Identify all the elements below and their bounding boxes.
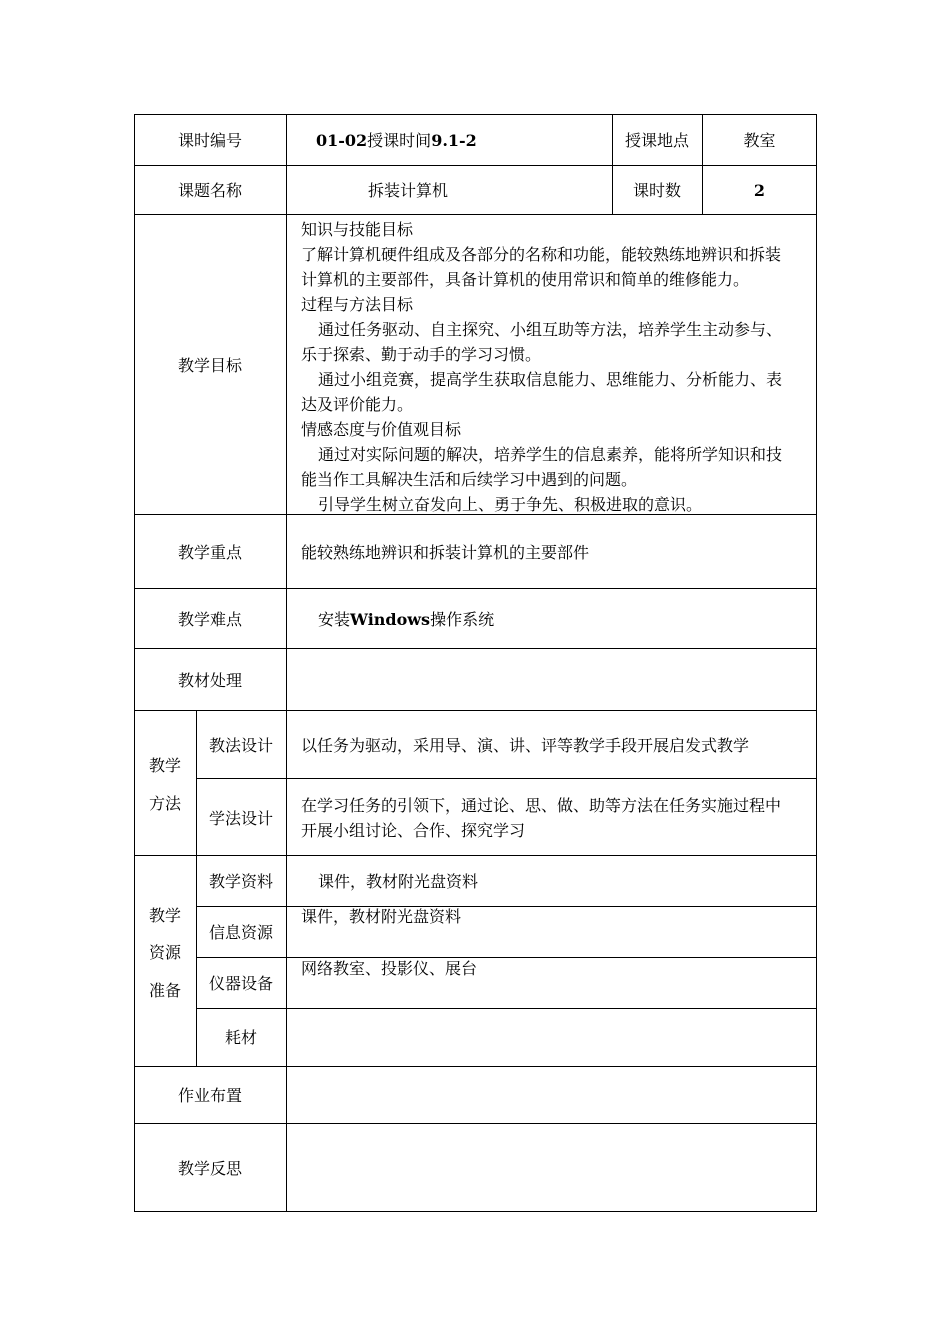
- resources-label-line2: 资源: [148, 943, 181, 962]
- teaching-time-label: 授课时间: [367, 131, 432, 150]
- methods-label-line1: 教学: [148, 756, 181, 775]
- topic-name-value: 拆装计算机: [368, 181, 449, 200]
- difficulties-label: 教学难点: [177, 610, 242, 629]
- teaching-materials-label: 教学资料: [208, 872, 273, 891]
- row-divider: [134, 214, 817, 215]
- row-divider: [196, 1008, 817, 1009]
- difficulties-os-name: Windows: [350, 610, 431, 629]
- row-divider: [134, 710, 817, 711]
- objective-text: 通过对实际问题的解决，培养学生的信息素养，能将所学知识和技: [318, 445, 783, 464]
- row-divider: [134, 1123, 817, 1124]
- key-points-value: 能较熟练地辨识和拆装计算机的主要部件: [301, 543, 590, 562]
- teaching-method-label: 教法设计: [208, 736, 273, 755]
- teaching-place-value: 教室: [743, 131, 776, 150]
- row-divider: [134, 855, 817, 856]
- objective-text: 乐于探索、勤于动手的学习习惯。: [301, 345, 542, 364]
- learning-method-value: 开展小组讨论、合作、探究学习: [301, 821, 526, 840]
- lesson-number-label: 课时编号: [177, 131, 242, 150]
- objective-text: 达及评价能力。: [301, 395, 414, 414]
- teaching-time-value: 9.1-2: [431, 131, 477, 150]
- lesson-number-and-time: [316, 128, 477, 153]
- objective-text: 了解计算机硬件组成及各部分的名称和功能，能较熟练地辨识和拆装: [301, 245, 782, 264]
- homework-label: 作业布置: [177, 1086, 242, 1105]
- class-hours-label: 课时数: [632, 181, 681, 200]
- row-divider: [134, 1066, 817, 1067]
- row-divider: [196, 957, 817, 958]
- class-hours-value: 2: [753, 181, 766, 200]
- lesson-number-value: 01-02: [316, 131, 368, 150]
- row-divider: [134, 648, 817, 649]
- equipment-label: 仪器设备: [208, 974, 273, 993]
- objective-text: 通过小组竞赛，提高学生获取信息能力、思维能力、分析能力、表: [318, 370, 783, 389]
- row-divider: [134, 588, 817, 589]
- column-divider: [286, 114, 287, 1212]
- resources-label-line1: 教学: [148, 906, 181, 925]
- equipment-value: 网络教室、投影仪、展台: [301, 959, 478, 978]
- methods-label-line2: 方法: [148, 794, 181, 813]
- objective-heading-attitude: 情感态度与价值观目标: [301, 420, 462, 439]
- objectives-label: 教学目标: [177, 356, 242, 375]
- teaching-materials-value: 课件，教材附光盘资料: [318, 872, 479, 891]
- learning-method-value: 在学习任务的引领下，通过论、思、做、助等方法在任务实施过程中: [301, 796, 782, 815]
- reflection-label: 教学反思: [177, 1159, 242, 1178]
- row-divider: [134, 165, 817, 166]
- materials-handling-label: 教材处理: [177, 671, 242, 690]
- row-divider: [134, 514, 817, 515]
- key-points-label: 教学重点: [177, 543, 242, 562]
- difficulties-value: [318, 607, 494, 632]
- objective-heading-process: 过程与方法目标: [301, 295, 414, 314]
- objective-text: 计算机的主要部件，具备计算机的使用常识和简单的维修能力。: [301, 270, 750, 289]
- teaching-place-label: 授课地点: [624, 131, 689, 150]
- difficulties-text: 操作系统: [430, 610, 495, 629]
- row-divider: [196, 906, 817, 907]
- objective-text: 通过任务驱动、自主探究、小组互助等方法，培养学生主动参与、: [318, 320, 783, 339]
- difficulties-text: 安装: [318, 610, 351, 629]
- row-divider: [196, 778, 817, 779]
- teaching-method-value: 以任务为驱动，采用导、演、讲、评等教学手段开展启发式教学: [301, 736, 750, 755]
- objective-heading-knowledge: 知识与技能目标: [301, 220, 414, 239]
- info-resources-label: 信息资源: [208, 923, 273, 942]
- info-resources-value: 课件，教材附光盘资料: [301, 907, 462, 926]
- consumables-label: 耗材: [224, 1028, 257, 1047]
- learning-method-label: 学法设计: [208, 809, 273, 828]
- objective-text: 能当作工具解决生活和后续学习中遇到的问题。: [301, 470, 638, 489]
- objective-text: 引导学生树立奋发向上、勇于争先、积极进取的意识。: [318, 495, 703, 513]
- resources-label-line3: 准备: [148, 981, 181, 1000]
- topic-name-label: 课题名称: [177, 181, 242, 200]
